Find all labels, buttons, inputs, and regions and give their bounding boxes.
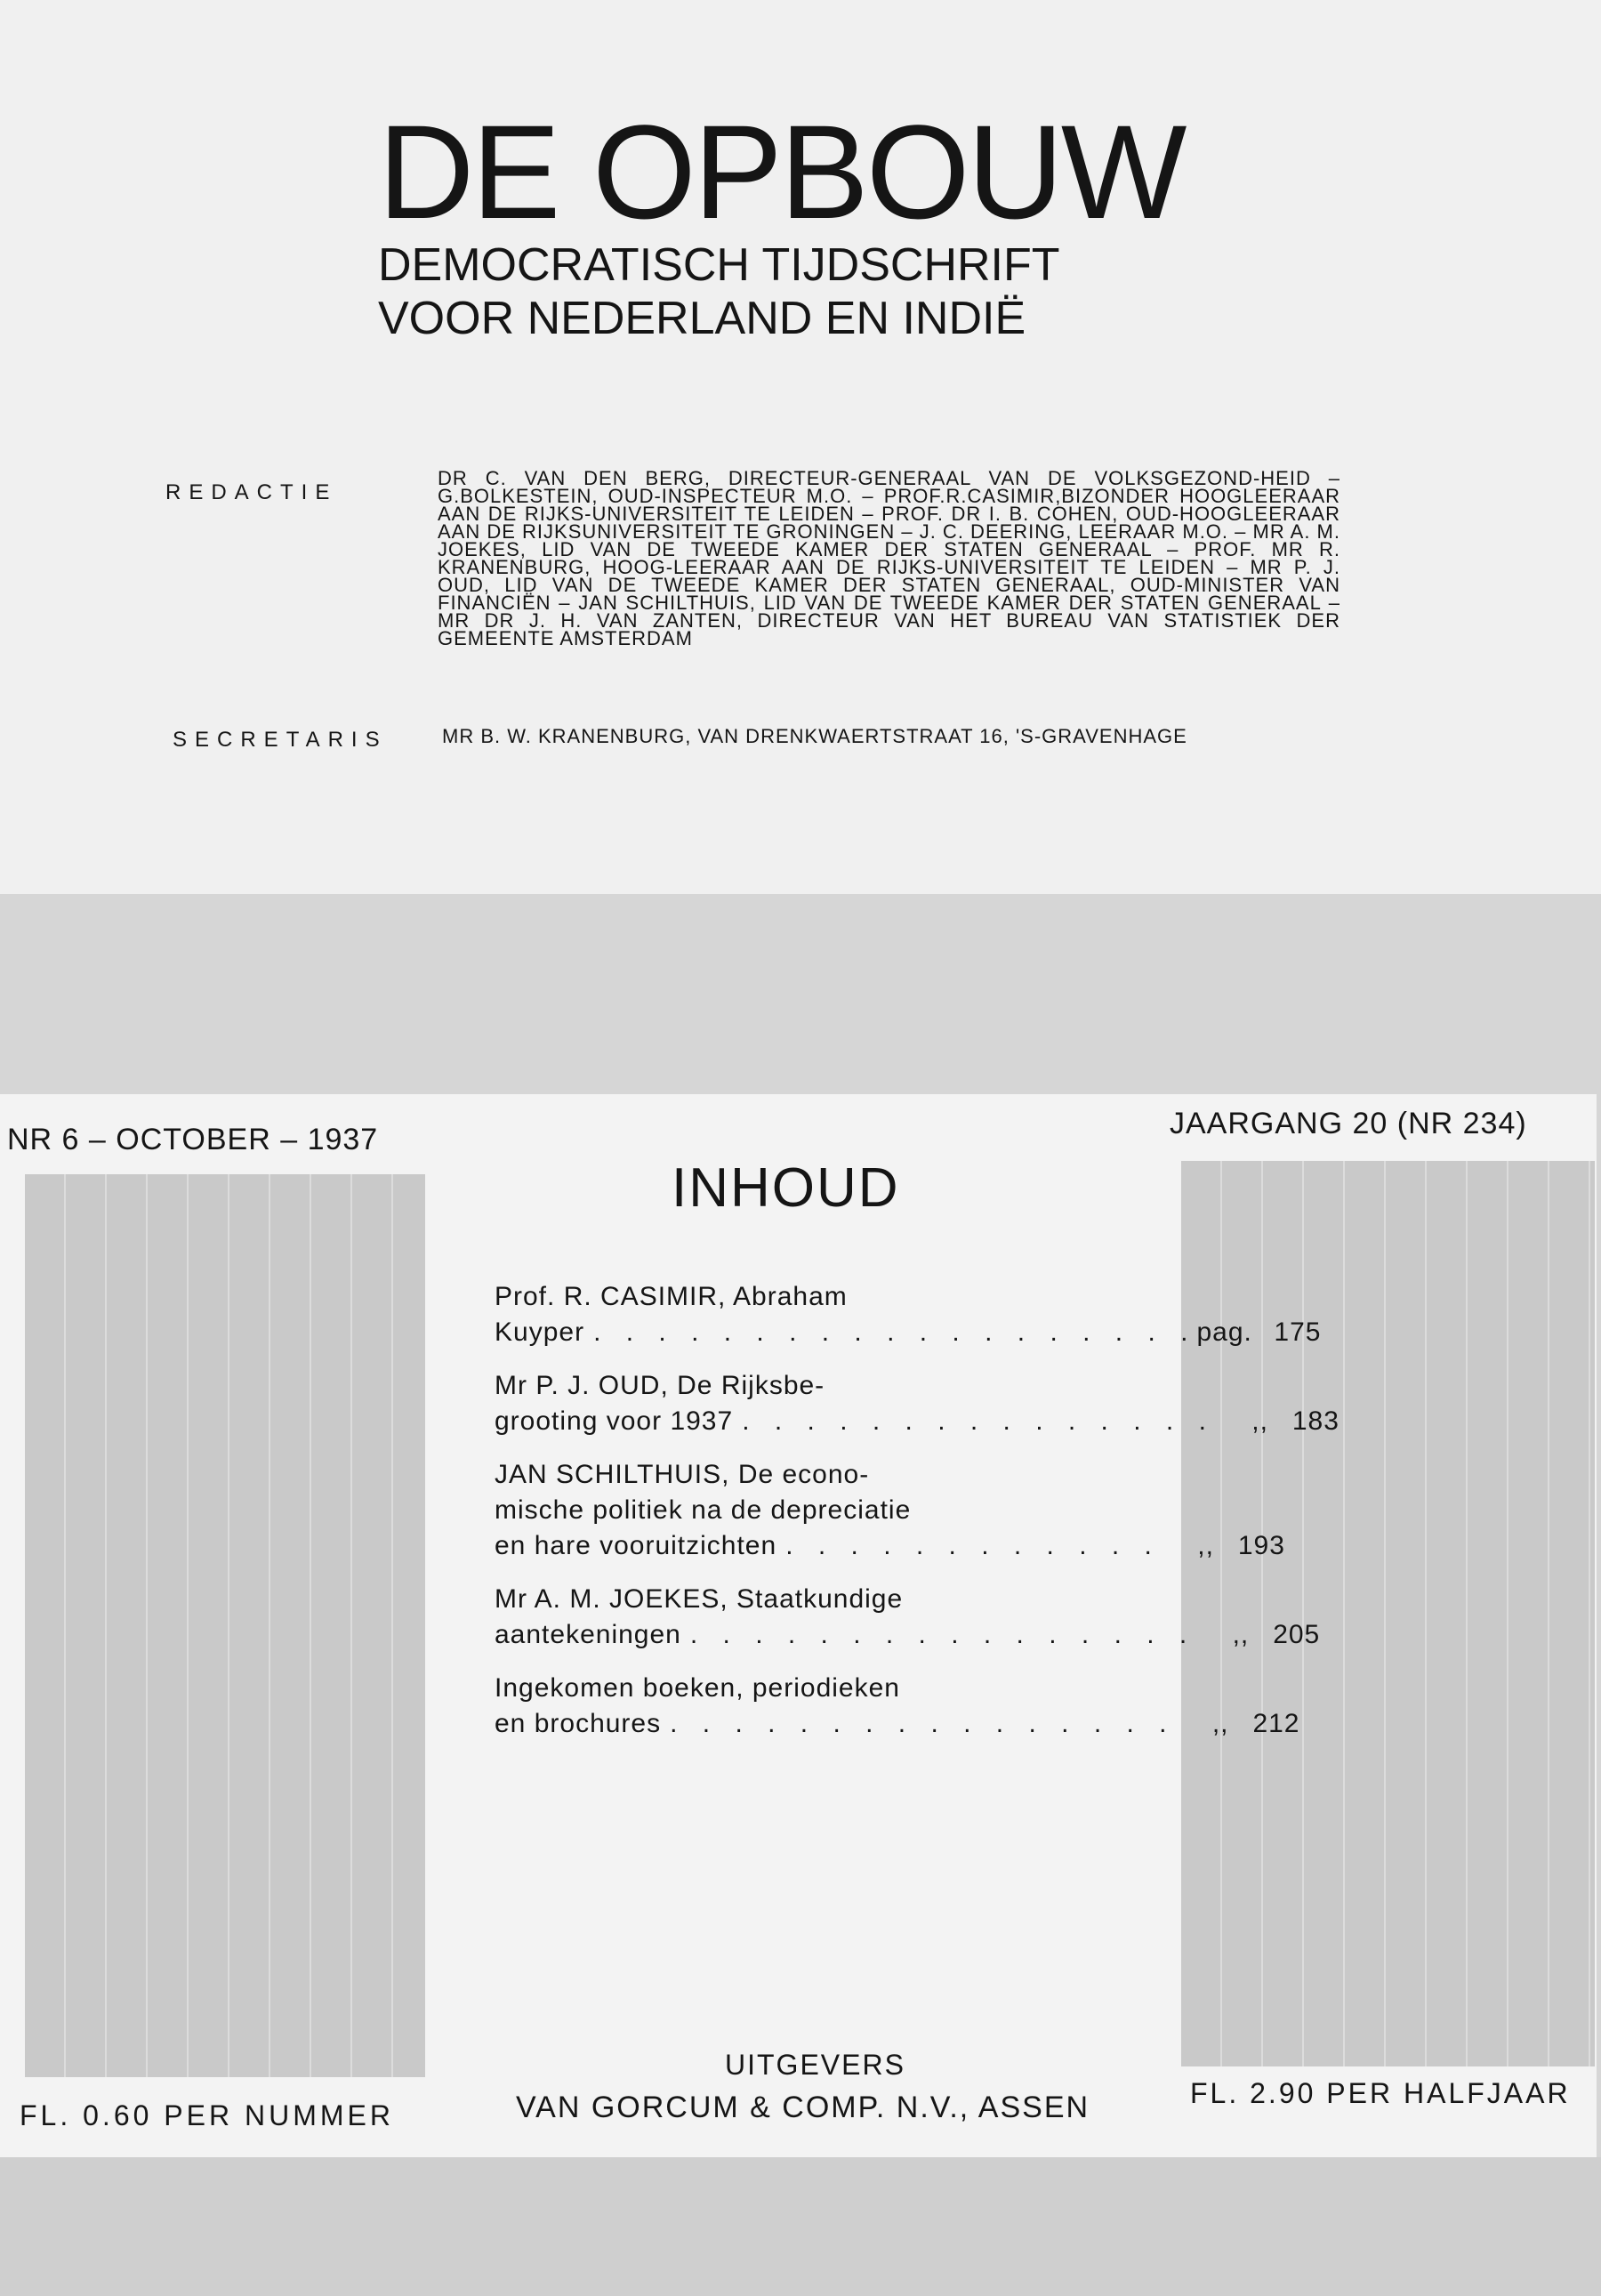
magazine-title: DE OPBOUW (378, 97, 1185, 246)
redactie-text: DR C. VAN DEN BERG, DIRECTEUR-GENERAAL VAN DE VOLKSGEZOND-HEID – G.BOLKESTEIN, OUD-INSPECTEUR M.O. – PROF.R.CASIMIR,BIZONDER HOOGLEERAAR AAN DE RIJKS-UNIVERSITEIT TE LEIDEN – PROF. DR I. B. COHEN, OUD-HOOGLEERAAR AAN DE RIJKSUNIVERSITEIT TE GRONINGEN – J. C. DEERING, LEERAAR M.O. – MR A. M. JOEKES, LID VAN DE TWEEDE KAMER DER STATEN GENERAAL – PROF. MR R. KRANENBURG, HOOG-LEERAAR AAN DE RIJKS-UNIVERSITEIT TE LEIDEN – MR P. J. OUD, LID VAN DE TWEEDE KAMER DER STATEN GENERAAL, OUD-MINISTER VAN FINANCIËN – JAN SCHILTHUIS, LID VAN DE TWEEDE KAMER DER STATEN GENERAAL – MR DR J. H. VAN ZANTEN, DIRECTEUR VAN HET BUREAU VAN STATISTIEK DER GEMEENTE AMSTERDAM (438, 467, 1340, 649)
toc-line: grooting voor 1937 (495, 1406, 734, 1436)
toc-line: Mr P. J. OUD, De Rijksbe- (495, 1371, 825, 1400)
secretaris-label: SECRETARIS (173, 728, 388, 752)
page-number: 193 (1237, 1531, 1285, 1560)
leader-dots: . . . . . . . . . . . . . . . . (670, 1709, 1176, 1738)
page-number: 205 (1273, 1620, 1321, 1649)
subtitle-line-1: DEMOCRATISCH TIJDSCHRIFT (378, 239, 1060, 291)
page-prefix: ,, (1251, 1406, 1268, 1436)
toc-line: Ingekomen boeken, periodieken (495, 1673, 900, 1703)
toc-line: JAN SCHILTHUIS, De econo- (495, 1460, 870, 1489)
publisher-name: VAN GORCUM & COMP. N.V., ASSEN (516, 2091, 1090, 2124)
redactie-label: REDACTIE (165, 480, 338, 504)
page-prefix: ,, (1197, 1531, 1214, 1560)
secretaris-text: MR B. W. KRANENBURG, VAN DRENKWAERTSTRAAT 16, 'S-GRAVENHAGE (442, 725, 1187, 747)
leader-dots: . . . . . . . . . . . . . . . . (689, 1620, 1196, 1649)
right-gray-column (1181, 1161, 1595, 2066)
table-of-contents (495, 1279, 1340, 1760)
page-prefix: ,, (1211, 1709, 1229, 1738)
volume-number: JAARGANG 20 (NR 234) (1170, 1107, 1527, 1140)
subtitle-line-2: VOOR NEDERLAND EN INDIË (378, 293, 1026, 344)
toc-item (495, 1279, 1322, 1350)
issue-number: NR 6 – OCTOBER – 1937 (7, 1123, 379, 1156)
toc-line: Mr A. M. JOEKES, Staatkundige (495, 1584, 904, 1614)
toc-item (495, 1368, 1340, 1439)
toc-line: en brochures (495, 1709, 662, 1738)
bottom-band (0, 2157, 1601, 2296)
leader-dots: . . . . . . . . . . . . . . . (742, 1406, 1215, 1436)
page-prefix: ,, (1232, 1620, 1250, 1649)
toc-line: en hare vooruitzichten (495, 1531, 777, 1560)
contents-heading: INHOUD (672, 1157, 900, 1219)
toc-item (495, 1582, 1321, 1653)
page-number: 212 (1252, 1709, 1300, 1738)
toc-line: Prof. R. CASIMIR, Abraham (495, 1282, 848, 1311)
title-block (378, 97, 1185, 345)
toc-line: mische politiek na de depreciatie (495, 1495, 912, 1525)
leader-dots: . . . . . . . . . . . . (785, 1531, 1161, 1560)
toc-item (495, 1457, 1285, 1564)
publisher-label: UITGEVERS (725, 2049, 905, 2081)
toc-line: Kuyper (495, 1317, 585, 1347)
masthead-panel (0, 0, 1601, 894)
page-prefix: pag. (1196, 1317, 1252, 1347)
toc-item (495, 1671, 1300, 1742)
page-number: 175 (1274, 1317, 1322, 1347)
left-gray-column (25, 1174, 425, 2077)
price-per-halfyear: FL. 2.90 PER HALFJAAR (1190, 2077, 1571, 2109)
page-number: 183 (1291, 1406, 1340, 1436)
leader-dots: . . . . . . . . . . . . . . . . . . . (593, 1317, 1197, 1347)
price-per-issue: FL. 0.60 PER NUMMER (20, 2099, 394, 2131)
toc-line: aantekeningen (495, 1620, 681, 1649)
